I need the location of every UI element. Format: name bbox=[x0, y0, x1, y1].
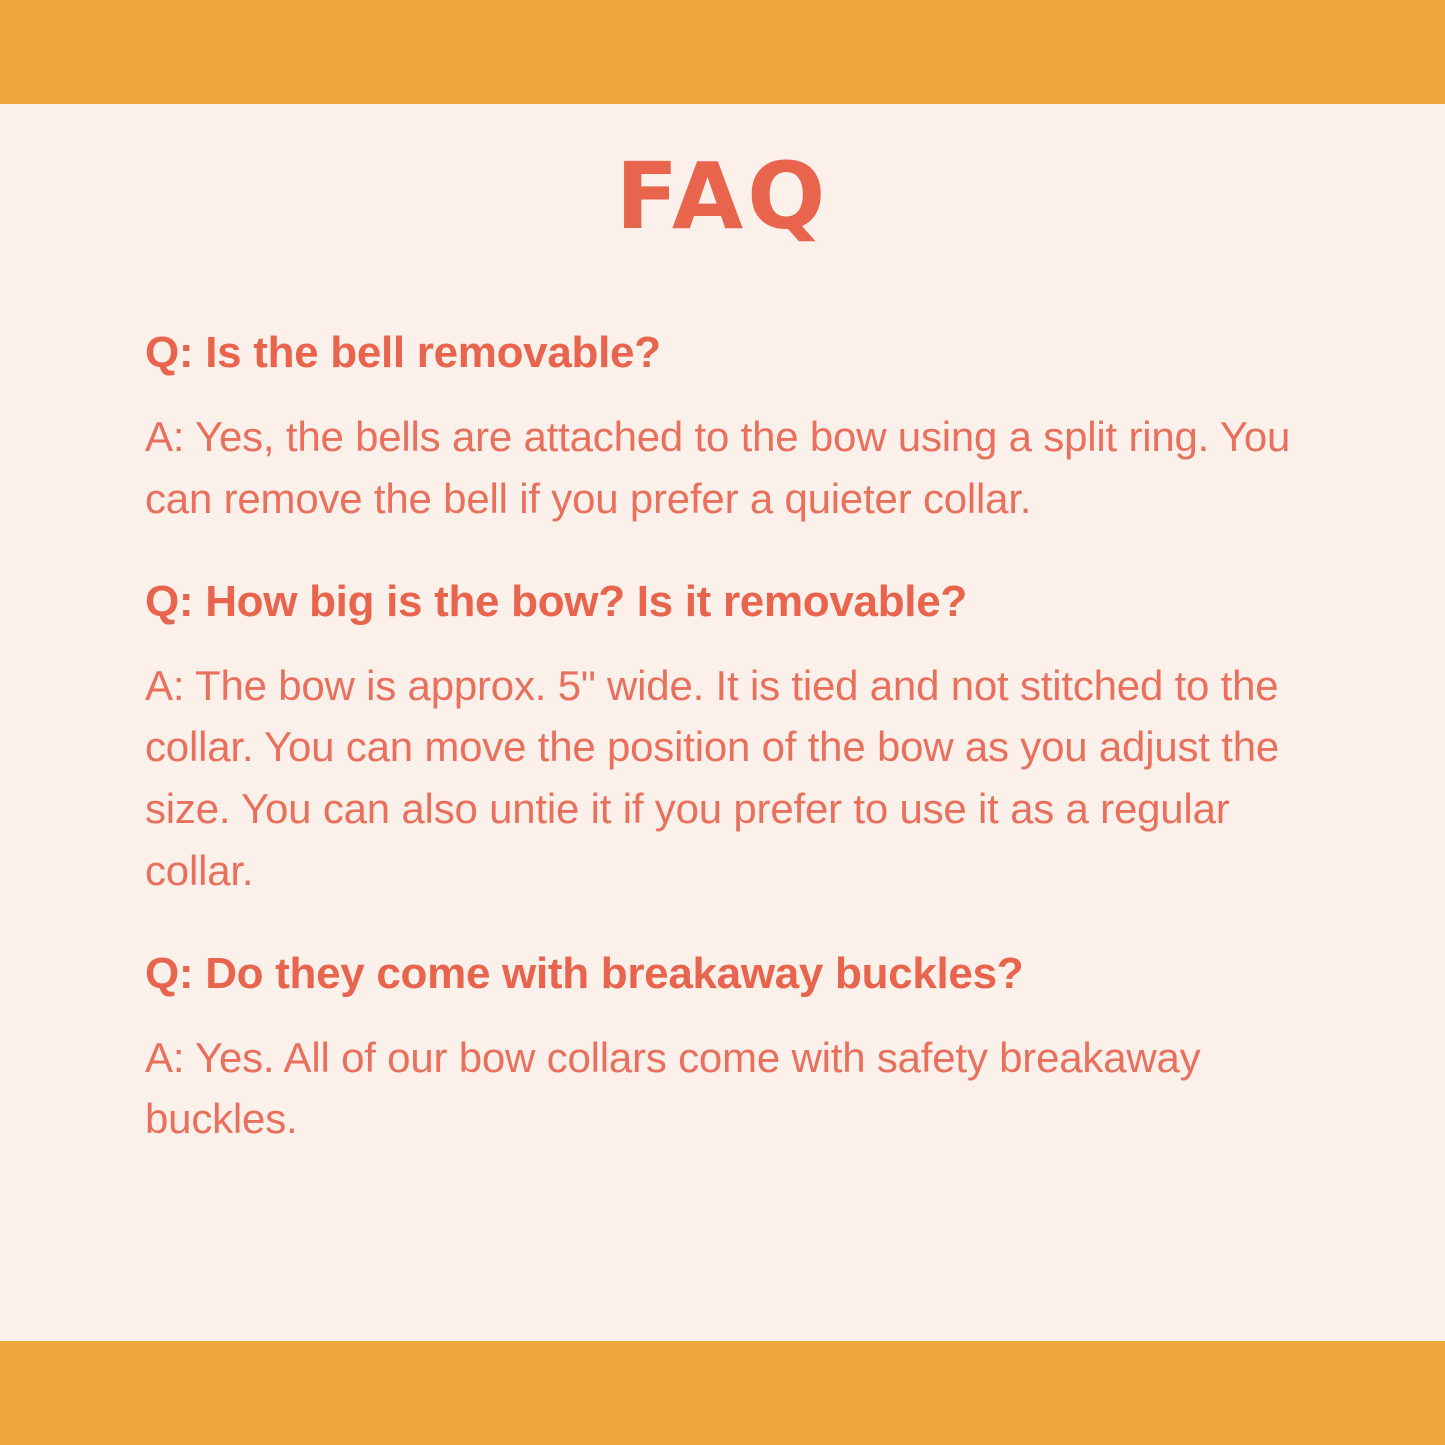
top-color-band bbox=[0, 0, 1445, 104]
faq-item bbox=[145, 574, 1300, 902]
faq-question: Q: How big is the bow? Is it removable? bbox=[145, 576, 967, 626]
bottom-color-band bbox=[0, 1341, 1445, 1445]
faq-answer: A: Yes, the bells are attached to the bow using a split ring. You can remove the bell if you prefer a quieter collar. bbox=[145, 413, 1291, 522]
faq-question: Q: Do they come with breakaway buckles? bbox=[145, 948, 1024, 998]
faq-item bbox=[145, 325, 1300, 529]
faq-answer: A: Yes. All of our bow collars come with safety breakaway buckles. bbox=[145, 1033, 1201, 1143]
page-title: FAQ bbox=[615, 143, 830, 250]
faq-content bbox=[0, 104, 1445, 1341]
faq-list bbox=[145, 325, 1300, 1150]
faq-answer: A: The bow is approx. 5" wide. It is tied and not stitched to the collar. You can move the position of the bow as you adjust the size. You can also untie it if you prefer to use it as a regular collar. bbox=[145, 661, 1280, 894]
faq-question: Q: Is the bell removable? bbox=[145, 328, 661, 378]
faq-item bbox=[145, 946, 1300, 1150]
